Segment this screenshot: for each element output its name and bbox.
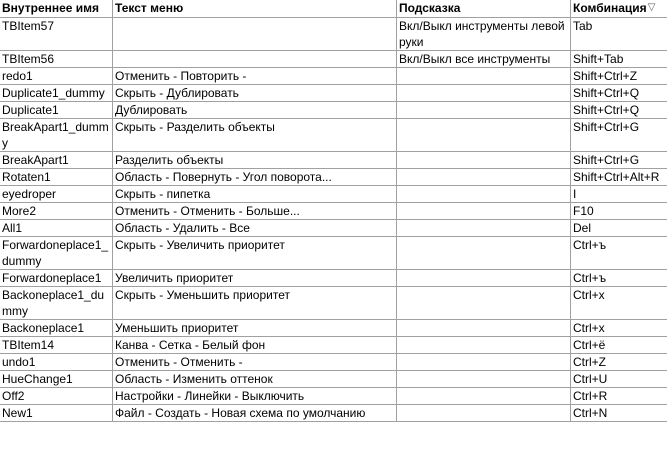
cell-hint[interactable] [397, 169, 571, 186]
cell-hint[interactable] [397, 354, 571, 371]
cell-combination[interactable]: Shift+Ctrl+Q [571, 85, 667, 102]
cell-hint[interactable] [397, 102, 571, 119]
table-row[interactable] [0, 320, 667, 337]
column-header-label: Текст меню [115, 1, 184, 15]
cell-internal-name[interactable]: Off2 [0, 388, 113, 405]
table-row[interactable] [0, 405, 667, 422]
table-row[interactable] [0, 220, 667, 237]
cell-internal-name[interactable]: Forwardoneplace1_dummy [0, 237, 113, 270]
cell-hint[interactable] [397, 405, 571, 422]
cell-combination[interactable]: Ctrl+x [571, 320, 667, 337]
table-row[interactable] [0, 270, 667, 287]
cell-hint[interactable] [397, 287, 571, 320]
table-row[interactable] [0, 85, 667, 102]
cell-menu-text[interactable]: Отменить - Отменить - [113, 354, 397, 371]
table-body [0, 18, 667, 422]
cell-menu-text[interactable]: Разделить объекты [113, 152, 397, 169]
cell-menu-text[interactable]: Скрыть - Разделить объекты [113, 119, 397, 152]
cell-hint[interactable] [397, 220, 571, 237]
cell-menu-text[interactable]: Канва - Сетка - Белый фон [113, 337, 397, 354]
cell-menu-text[interactable]: Отменить - Повторить - [113, 68, 397, 85]
cell-menu-text[interactable]: Скрыть - Уменьшить приоритет [113, 287, 397, 320]
cell-combination[interactable]: Ctrl+Z [571, 354, 667, 371]
cell-menu-text[interactable]: Настройки - Линейки - Выключить [113, 388, 397, 405]
table-row[interactable] [0, 18, 667, 51]
cell-internal-name[interactable]: eyedroper [0, 186, 113, 203]
column-header-label: Комбинация [573, 1, 647, 15]
cell-menu-text[interactable]: Область - Изменить оттенок [113, 371, 397, 388]
table-row[interactable] [0, 388, 667, 405]
cell-internal-name[interactable]: HueChange1 [0, 371, 113, 388]
table-row[interactable] [0, 337, 667, 354]
table-row[interactable] [0, 152, 667, 169]
cell-hint[interactable] [397, 337, 571, 354]
cell-hint[interactable] [397, 186, 571, 203]
table-row[interactable] [0, 354, 667, 371]
cell-combination[interactable]: Ctrl+N [571, 405, 667, 422]
cell-menu-text[interactable] [113, 18, 397, 51]
cell-hint[interactable] [397, 85, 571, 102]
column-header-internal-name[interactable] [0, 0, 113, 18]
cell-menu-text[interactable]: Дублировать [113, 102, 397, 119]
cell-hint[interactable] [397, 68, 571, 85]
cell-internal-name[interactable]: Backoneplace1 [0, 320, 113, 337]
cell-internal-name[interactable]: New1 [0, 405, 113, 422]
cell-menu-text[interactable]: Скрыть - Дублировать [113, 85, 397, 102]
column-header-hint[interactable] [397, 0, 571, 18]
cell-hint[interactable]: Вкл/Выкл инструменты левой руки [397, 18, 571, 51]
column-header-label: Подсказка [399, 1, 461, 15]
cell-combination[interactable]: Shift+Ctrl+G [571, 119, 667, 152]
cell-combination[interactable]: Shift+Ctrl+Alt+R [571, 169, 667, 186]
cell-internal-name[interactable]: More2 [0, 203, 113, 220]
cell-combination[interactable]: Tab [571, 18, 667, 51]
cell-menu-text[interactable]: Скрыть - пипетка [113, 186, 397, 203]
cell-internal-name[interactable]: BreakApart1_dummy [0, 119, 113, 152]
cell-menu-text[interactable]: Область - Повернуть - Угол поворота... [113, 169, 397, 186]
cell-combination[interactable]: F10 [571, 203, 667, 220]
column-header-menu-text[interactable] [113, 0, 397, 18]
sort-descending-icon[interactable]: ▽ [647, 2, 656, 13]
cell-internal-name[interactable]: TBItem57 [0, 18, 113, 51]
table-row[interactable] [0, 119, 667, 152]
table-row[interactable] [0, 203, 667, 220]
cell-combination[interactable]: Ctrl+ё [571, 337, 667, 354]
cell-combination[interactable]: Shift+Tab [571, 51, 667, 68]
cell-hint[interactable] [397, 119, 571, 152]
table-row[interactable] [0, 237, 667, 270]
cell-hint[interactable] [397, 371, 571, 388]
cell-internal-name[interactable]: TBItem14 [0, 337, 113, 354]
column-header-combination[interactable] [571, 0, 667, 18]
cell-menu-text[interactable]: Уменьшить приоритет [113, 320, 397, 337]
header-row [0, 0, 667, 18]
cell-hint[interactable]: Вкл/Выкл все инструменты [397, 51, 571, 68]
cell-combination[interactable]: Ctrl+R [571, 388, 667, 405]
cell-hint[interactable] [397, 152, 571, 169]
table-row[interactable] [0, 169, 667, 186]
cell-combination[interactable]: Shift+Ctrl+G [571, 152, 667, 169]
cell-internal-name[interactable]: Duplicate1 [0, 102, 113, 119]
cell-combination[interactable]: Shift+Ctrl+Q [571, 102, 667, 119]
cell-menu-text[interactable]: Увеличить приоритет [113, 270, 397, 287]
cell-combination[interactable]: Ctrl+U [571, 371, 667, 388]
table-row[interactable] [0, 51, 667, 68]
cell-internal-name[interactable]: Backoneplace1_dummy [0, 287, 113, 320]
cell-hint[interactable] [397, 237, 571, 270]
cell-menu-text[interactable] [113, 51, 397, 68]
cell-internal-name[interactable]: TBItem56 [0, 51, 113, 68]
column-header-label: Внутреннее имя [2, 1, 100, 15]
cell-internal-name[interactable]: Rotaten1 [0, 169, 113, 186]
cell-hint[interactable] [397, 320, 571, 337]
cell-combination[interactable]: Ctrl+ъ [571, 270, 667, 287]
cell-internal-name[interactable]: redo1 [0, 68, 113, 85]
table-header [0, 0, 667, 18]
cell-internal-name[interactable]: undo1 [0, 354, 113, 371]
cell-menu-text[interactable]: Скрыть - Увеличить приоритет [113, 237, 397, 270]
table-row[interactable] [0, 287, 667, 320]
cell-combination[interactable]: Shift+Ctrl+Z [571, 68, 667, 85]
table-row[interactable] [0, 186, 667, 203]
cell-menu-text[interactable]: Область - Удалить - Все [113, 220, 397, 237]
table-row[interactable] [0, 68, 667, 85]
table-row[interactable] [0, 102, 667, 119]
cell-internal-name[interactable]: Forwardoneplace1 [0, 270, 113, 287]
cell-hint[interactable] [397, 388, 571, 405]
cell-hint[interactable] [397, 270, 571, 287]
table-row[interactable] [0, 371, 667, 388]
cell-combination[interactable]: I [571, 186, 667, 203]
cell-menu-text[interactable]: Отменить - Отменить - Больше... [113, 203, 397, 220]
cell-internal-name[interactable]: Duplicate1_dummy [0, 85, 113, 102]
cell-internal-name[interactable]: All1 [0, 220, 113, 237]
cell-internal-name[interactable]: BreakApart1 [0, 152, 113, 169]
cell-combination[interactable]: Del [571, 220, 667, 237]
cell-hint[interactable] [397, 203, 571, 220]
cell-menu-text[interactable]: Файл - Создать - Новая схема по умолчанию [113, 405, 397, 422]
cell-combination[interactable]: Ctrl+x [571, 287, 667, 320]
cell-combination[interactable]: Ctrl+ъ [571, 237, 667, 270]
